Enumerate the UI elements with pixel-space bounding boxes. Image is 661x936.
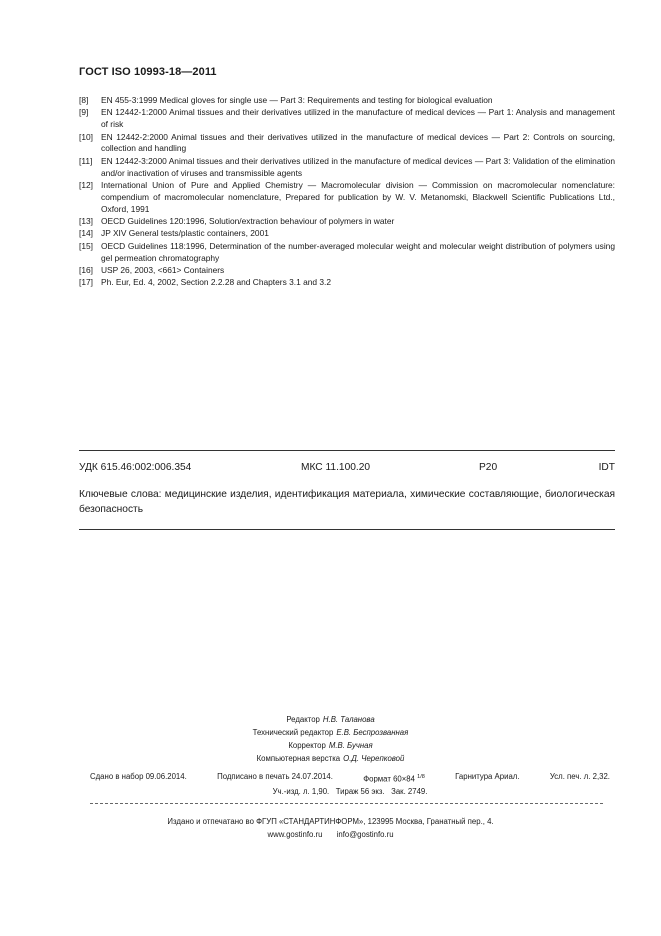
reference-item bbox=[79, 241, 615, 265]
email-link[interactable]: info@gostinfo.ru bbox=[336, 830, 394, 839]
publisher-contacts bbox=[0, 828, 661, 841]
credit-layout: Компьютерная верстка О.Д. Черепковой bbox=[256, 754, 405, 763]
credit-editor: Редактор Н.В. Таланова bbox=[286, 715, 375, 724]
reference-item bbox=[79, 228, 615, 240]
reference-number: [14] bbox=[79, 228, 93, 239]
reference-item bbox=[79, 156, 615, 180]
print-info bbox=[90, 771, 610, 799]
classification-row bbox=[79, 462, 615, 476]
publisher-block bbox=[0, 815, 661, 841]
print-info-row bbox=[90, 771, 610, 786]
reference-number: [11] bbox=[79, 155, 93, 166]
print-sheets: Усл. печ. л. 2,32. bbox=[549, 772, 610, 781]
website-link[interactable]: www.gostinfo.ru bbox=[267, 830, 323, 839]
reference-text: EN 12442-3:2000 Animal tissues and their derivatives utilized in the manufacture of medical devices — Part 3: Validation of the elimination and/or inactivation of viruses and transmissible agents bbox=[101, 155, 615, 178]
pub-sheets: Уч.-изд. л. 1,90. bbox=[272, 787, 330, 797]
reference-number: [9] bbox=[79, 107, 89, 118]
reference-item bbox=[79, 265, 615, 277]
reference-text: OECD Guidelines 120:1996, Solution/extraction behaviour of polymers in water bbox=[101, 216, 395, 227]
reference-text: EN 12442-2:2000 Animal tissues and their derivatives utilized in the manufacture of medical devices — Part 2: Controls on sourcing, collection and handling bbox=[101, 131, 615, 154]
reference-item bbox=[79, 107, 615, 131]
reference-text: EN 455-3:1999 Medical gloves for single use — Part 3: Requirements and testing for biological evaluation bbox=[101, 95, 493, 105]
divider-bottom bbox=[79, 529, 615, 530]
reference-number: [8] bbox=[79, 95, 89, 105]
reference-number: [15] bbox=[79, 240, 93, 251]
print-info-row bbox=[90, 786, 610, 799]
document-title: ГОСТ ISO 10993-18—2011 bbox=[79, 66, 217, 78]
divider-top bbox=[79, 450, 615, 451]
credits-block bbox=[0, 713, 661, 765]
reference-number: [10] bbox=[79, 131, 93, 142]
reference-text: EN 12442-1:2000 Animal tissues and their derivatives utilized in the manufacture of medical devices — Part 1: Analysis and management of risk bbox=[101, 107, 615, 130]
mks-code: МКС 11.100.20 bbox=[301, 462, 371, 473]
reference-number: [16] bbox=[79, 264, 93, 275]
reference-text: JP XIV General tests/plastic containers, 2001 bbox=[101, 228, 269, 239]
udk-code: УДК 615.46:002:006.354 bbox=[79, 462, 192, 473]
keywords-text: Ключевые слова: медицинские изделия, идентификация материала, химические составляющие, биологическая безопасность bbox=[79, 489, 615, 515]
reference-number: [12] bbox=[79, 179, 93, 190]
print-run: Тираж 56 экз. bbox=[335, 787, 385, 797]
reference-text: International Union of Pure and Applied Chemistry — Macromolecular division — Commission on macromolecular nomenclature: compendium of macromolecular nomenclature, Prepared for publication by W. V. Metanomski, Blackwell Scientific Publications Ltd., Oxford, 1991 bbox=[101, 179, 615, 214]
bibliography-list bbox=[79, 95, 615, 289]
credit-tech-editor: Технический редактор Е.В. Беспрозванная bbox=[252, 728, 409, 737]
reference-item bbox=[79, 132, 615, 156]
dashed-separator bbox=[90, 803, 603, 804]
reference-number: [17] bbox=[79, 277, 93, 288]
publisher-address: Издано и отпечатано во ФГУП «СТАНДАРТИНФОРМ», 123995 Москва, Гранатный пер., 4. bbox=[167, 817, 494, 826]
reference-item bbox=[79, 216, 615, 228]
reference-text: Ph. Eur, Ed. 4, 2002, Section 2.2.28 and Chapters 3.1 and 3.2 bbox=[101, 277, 332, 288]
submitted-date: Сдано в набор 09.06.2014. bbox=[90, 772, 187, 781]
reference-text: OECD Guidelines 118:1996, Determination of the number-averaged molecular weight and molecular weight distribution of polymers using gel permeation chromatography bbox=[101, 240, 615, 263]
okp-code: Р20 bbox=[479, 462, 498, 473]
reference-text: USP 26, 2003, <661> Containers bbox=[101, 264, 225, 275]
signed-date: Подписано в печать 24.07.2014. bbox=[217, 772, 333, 781]
reference-item bbox=[79, 180, 615, 216]
idt-mark: IDT bbox=[598, 462, 615, 473]
credit-proofreader: Корректор М.В. Бучная bbox=[288, 741, 373, 750]
font-info: Гарнитура Ариал. bbox=[455, 772, 520, 781]
paper-format: Формат 60×84 $^{1/8}$ bbox=[363, 774, 425, 784]
order-number: Зак. 2749. bbox=[391, 787, 428, 797]
reference-number: [13] bbox=[79, 216, 93, 227]
reference-item bbox=[79, 95, 615, 107]
reference-item bbox=[79, 277, 615, 289]
